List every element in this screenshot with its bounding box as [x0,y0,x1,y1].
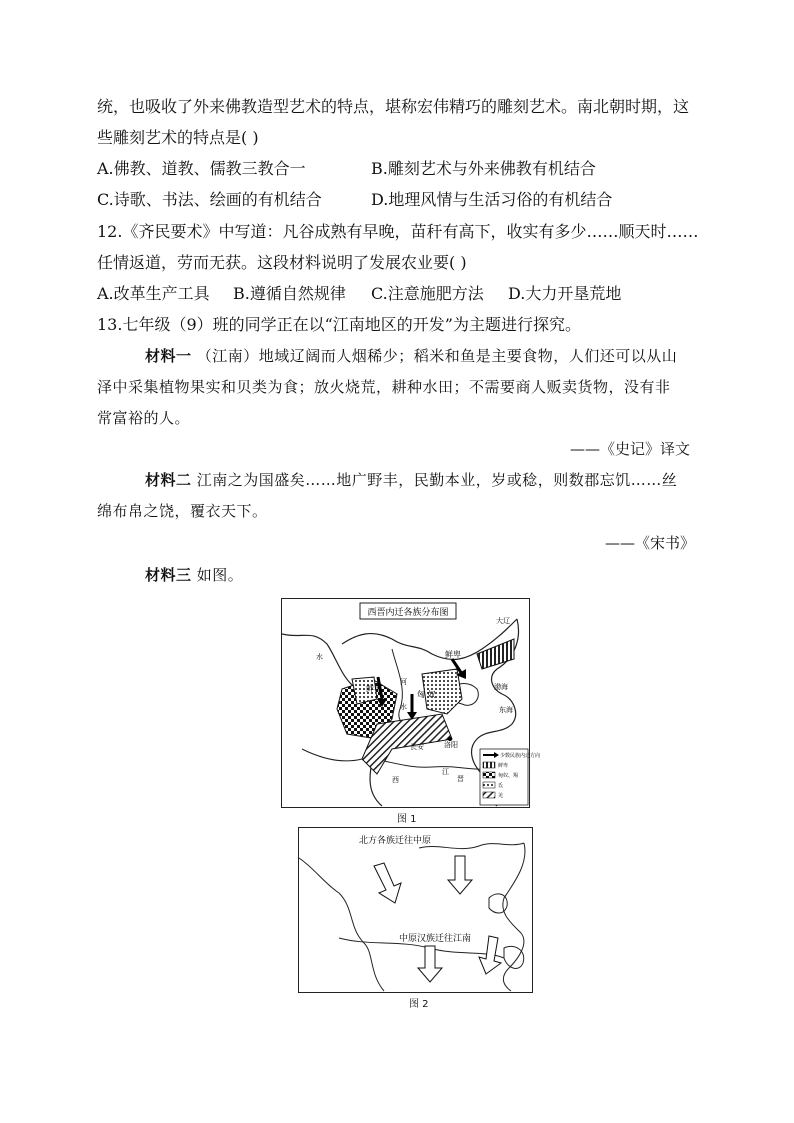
material-1-line2: 泽中采集植物果实和贝类为食；放火烧荒，耕种水田；不需要商人贩卖货物，没有非 [97,378,671,396]
legend-qiang-label: 羌 [498,793,504,799]
fig2-boundary-north [419,843,524,849]
material-1-text1: （江南）地域辽阔而人烟稀少；稻米和鱼是主要食物，人们还可以从山 [196,347,678,365]
material-1-line3: 常富裕的人。 [97,409,191,427]
label-xiongnu: 匈 奴 [417,690,436,699]
fig2-boundary-west [299,858,384,991]
figure-2-map [298,827,533,993]
material-1-line1 [145,345,677,367]
material-2-label: 材料二 [145,471,192,489]
material-1-source: ——《史记》译文 [570,440,691,458]
legend-xiongnu-label: 匈奴、羯 [498,773,519,779]
fig2-peninsula [489,894,507,913]
q12-line1: 12.《齐民要术》中写道：凡谷成熟有早晚，苗秆有高下，收实有多少……顺天时…… [97,222,699,241]
material-3-label: 材料三 [145,566,192,584]
fig2-label-south: 中原汉族迁往江南 [399,934,472,944]
legend-qiang-swatch [483,792,495,798]
q12-option-a: A.改革生产工具 [97,284,210,303]
label-he: 河 [400,678,407,686]
city-dot-luoyang [448,737,452,741]
figure-1-title: 西晋内迁各族分布图 [367,608,449,618]
label-changan: 长安 [410,743,424,751]
q11-line1: 统，也吸收了外来佛教造型艺术的特点，堪称宏伟精巧的雕刻艺术。南北朝时期，这 [97,97,690,116]
fig2-coastline-east [503,843,525,991]
legend-di-label: 氐 [498,783,504,789]
figure-1-map [281,598,541,808]
material-2-source: ——《宋书》 [605,534,696,552]
figure-1-svg [282,599,541,807]
material-3-line [145,564,243,586]
figure-2-svg [299,828,532,992]
label-bohai: 渤海 [494,683,508,691]
q13-stem: 13.七年级（9）班的同学正在以“江南地区的开发”为主题进行探究。 [97,315,581,334]
material-2-line2: 绵布帛之饶，覆衣天下。 [97,502,268,520]
legend-di-swatch [483,782,495,788]
material-2-line1 [145,469,677,491]
label-jiang: 江 [442,768,449,776]
material-3-text: 如图。 [196,566,244,584]
q12-line2: 任情返道，劳而无获。这段材料说明了发展农业要( ) [97,253,467,272]
q12-option-c: C.注意施肥方法 [371,284,484,303]
q11-option-b: B.雕刻艺术与外来佛教有机结合 [371,159,596,178]
label-xi: 西 [392,776,399,784]
label-luoyang: 洛阳 [444,741,458,749]
legend-xiongnu-swatch [483,772,495,778]
q11-option-d: D.地理风情与生活习俗的有机结合 [371,190,613,209]
figure-1-caption: 图 1 [397,814,417,825]
fig2-arrow-north-1 [374,863,401,903]
label-xianbei-west: 鲜卑 [366,684,382,693]
fig2-arrow-north-2 [448,856,472,894]
fig2-label-north: 北方各族迁往中原 [359,836,432,846]
label-donghai: 东海 [499,706,513,714]
figure-2-caption: 图 2 [409,999,429,1010]
fig2-island [504,946,524,968]
material-1-label: 材料一 [145,347,192,365]
material-2-text1: 江南之为国盛矣……地广野丰，民勤本业，岁或稔，则数郡忘饥……丝 [196,471,678,489]
q12-option-b: B.遵循自然规律 [233,284,346,303]
label-shui-1: 水 [316,653,323,661]
fig2-arrow-south-2 [479,936,501,974]
label-xianbei-northeast: 鲜卑 [445,650,461,659]
label-shui-2: 水 [400,703,407,711]
legend-xianbei-label: 鲜卑 [498,763,509,769]
q11-line2: 些雕刻艺术的特点是( ) [97,128,259,147]
fig2-arrow-south-1 [418,946,442,982]
label-dalian: 大辽 [496,617,510,625]
label-jin: 晋 [457,775,464,783]
legend-xianbei-swatch [483,762,495,768]
legend-arrow-label: 少数民族内迁方向 [500,753,541,759]
q11-option-c: C.诗歌、书法、绘画的有机结合 [97,190,322,209]
q11-option-a: A.佛教、道教、儒教三教合一 [97,159,306,178]
map-yangtze-river [302,749,492,769]
region-xianbei-northeast [477,639,514,669]
q12-option-d: D.大力开垦荒地 [508,284,622,303]
